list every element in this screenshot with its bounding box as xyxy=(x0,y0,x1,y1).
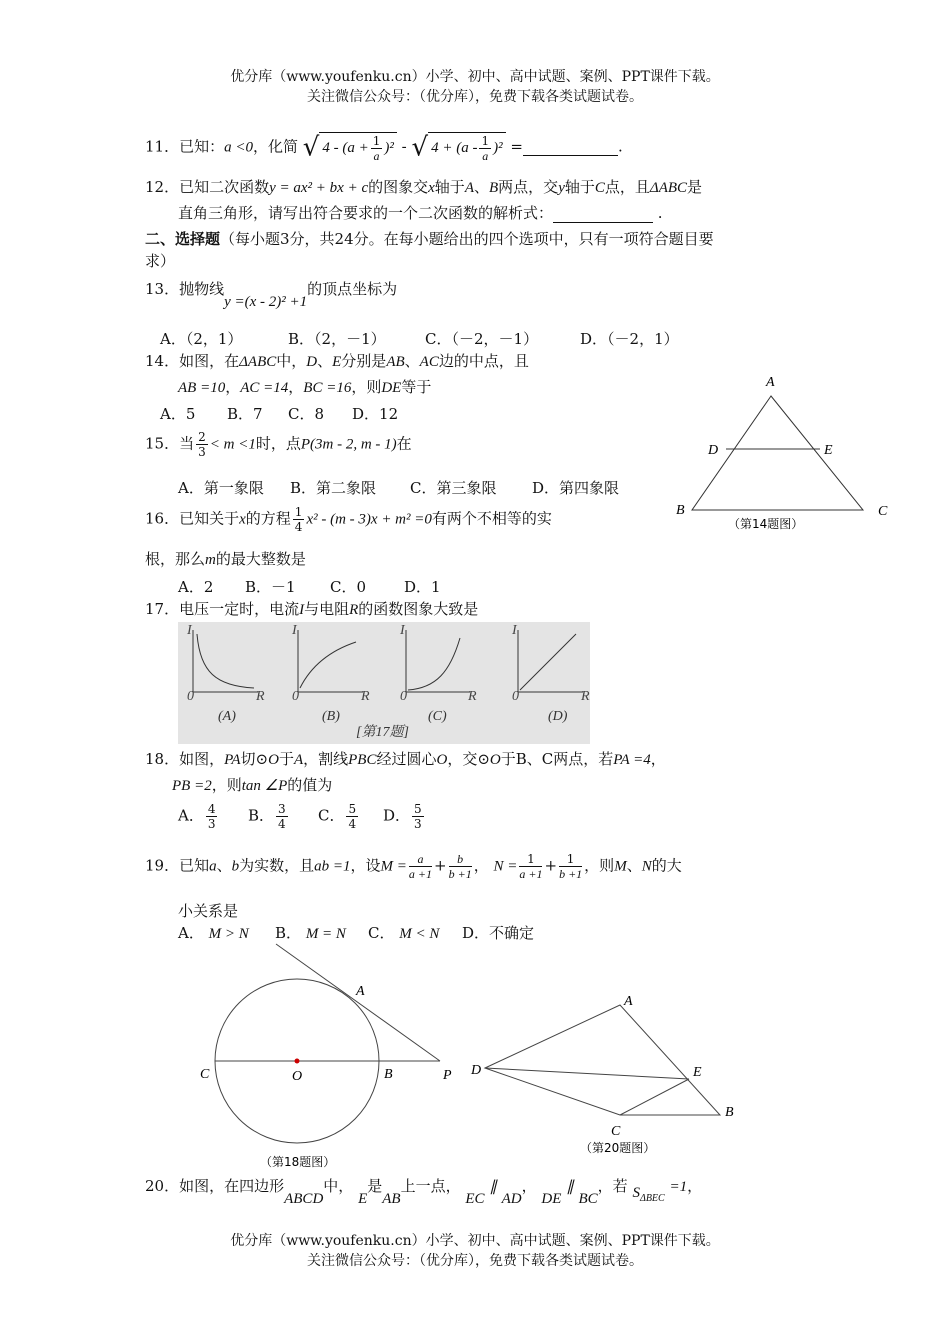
q13-option-b[interactable]: B．（2，－1） xyxy=(288,330,386,348)
question-18: 18．如图，PA切⊙O于A，割线PBC经过圆心O，交⊙O于B、C两点，若PA =4， xyxy=(145,750,666,768)
graph-a-axis-r: R xyxy=(256,689,265,704)
label-e: E xyxy=(693,1065,702,1080)
q19-option-d[interactable]: D．不确定 xyxy=(462,924,535,942)
figure-17-caption: [第17题] xyxy=(356,725,409,740)
label-d: D xyxy=(471,1063,482,1078)
q19-option-b[interactable]: B． M = N xyxy=(275,924,346,942)
graph-d-origin: 0 xyxy=(512,689,519,704)
segment-ec xyxy=(620,1079,689,1115)
figure-14-triangle xyxy=(668,372,898,538)
graph-c-axis-i: I xyxy=(400,623,405,638)
question-15: 15．当 $\frac{2}{3}$ < m <1时，点P(3m - 2, m - 1)在 xyxy=(145,430,412,459)
q13-option-c[interactable]: C．（－2，－1） xyxy=(425,330,539,348)
section-2-heading: 二、选择题（每小题3分，共24分。在每小题给出的四个选项中，只有一项符合题目要 xyxy=(145,230,714,248)
label-c: C xyxy=(200,1067,210,1082)
tangent-pa xyxy=(276,944,440,1061)
question-14-line2: AB =10，AC =14，BC =16，则DE等于 xyxy=(178,378,432,396)
q18-option-b[interactable]: B． $\frac{3}{4}$ xyxy=(248,802,286,831)
question-18-line2: PB =2，则tan ∠P的值为 xyxy=(172,776,333,794)
question-16: 16．已知关于x的方程 $\frac{1}{4}$ x² - (m - 3)x + m² =0有两个不相等的实 xyxy=(145,505,552,534)
question-19: 19．已知a、b为实数，且ab =1，设M = $\frac{a}{a +1}$ + $\frac{b}{b +1}$ ， N = $\frac{1}{a +1}$ + $\frac{1}{b +1}$ ，则M、N的大 xyxy=(145,852,682,881)
figure-18-caption: （第18题图） xyxy=(260,1155,336,1169)
graph-c-label[interactable]: (C) xyxy=(428,709,447,724)
header-line-2: 关注微信公众号：（优分库），免费下载各类试题试卷。 xyxy=(307,89,643,105)
question-11: 11．已知：a <0，化简 √ 4 - (a + $\frac{1}{a}$ )² - √ 4 + (a - $\frac{1}{a}$ )² = . xyxy=(145,132,623,163)
q15-option-d[interactable]: D．第四象限 xyxy=(532,479,620,497)
question-14: 14．如图，在ΔABC中，D、E分别是AB、AC边的中点，且 xyxy=(145,352,529,370)
figure-20-quadrilateral xyxy=(465,985,755,1160)
q16-option-a[interactable]: A．2 xyxy=(178,578,214,596)
label-a: A xyxy=(766,375,775,390)
footer-line-2: 关注微信公众号：（优分库），免费下载各类试题试卷。 xyxy=(307,1253,643,1269)
q19-option-c[interactable]: C． M < N xyxy=(368,924,440,942)
graph-b-label[interactable]: (B) xyxy=(322,709,340,724)
q15-option-b[interactable]: B．第二象限 xyxy=(290,479,377,497)
q13-option-d[interactable]: D．（－2，1） xyxy=(580,330,679,348)
answer-blank[interactable] xyxy=(553,204,653,223)
question-20: 20．如图，在四边形ABCD中， E是AB上一点， EC ∥ AD， DE ∥ BC，若 $S_{\Delta BEC} =1$， xyxy=(145,1177,703,1207)
question-12: 12．已知二次函数y = ax² + bx + c的图象交x轴于A、B两点，交y轴于C点，且ΔABC是 xyxy=(145,178,703,196)
center-point xyxy=(295,1059,300,1064)
graph-a-label[interactable]: (A) xyxy=(218,709,236,724)
q13-option-a[interactable]: A．（2，1） xyxy=(160,330,243,348)
q19-option-a[interactable]: A． M > N xyxy=(178,924,249,942)
label-c: C xyxy=(878,504,888,519)
graph-c-origin: 0 xyxy=(400,689,407,704)
label-p: P xyxy=(443,1068,452,1083)
footer-line-1: 优分库（www.youfenku.cn）小学、初中、高中试题、案例、PPT课件下载。 xyxy=(230,1233,720,1249)
question-19-line2: 小关系是 xyxy=(178,902,239,920)
label-b: B xyxy=(384,1067,393,1082)
graph-d-axis-i: I xyxy=(512,623,517,638)
q18-option-a[interactable]: A． $\frac{4}{3}$ xyxy=(178,802,216,831)
label-o: O xyxy=(292,1069,303,1084)
figure-14-caption: （第14题图） xyxy=(728,517,804,531)
graph-d-axis-r: R xyxy=(581,689,590,704)
answer-blank[interactable] xyxy=(523,137,618,156)
q16-option-d[interactable]: D．1 xyxy=(404,578,441,596)
header-line-1: 优分库（www.youfenku.cn）小学、初中、高中试题、案例、PPT课件下载。 xyxy=(230,69,720,85)
q14-option-d[interactable]: D．12 xyxy=(352,405,399,423)
label-c: C xyxy=(611,1124,621,1139)
graph-b-origin: 0 xyxy=(292,689,299,704)
graph-b-axis-r: R xyxy=(361,689,370,704)
question-17: 17．电压一定时，电流I与电阻R的函数图象大致是 xyxy=(145,600,479,618)
question-13: 13．抛物线y =(x - 2)² +1的顶点坐标为 xyxy=(145,280,398,310)
quad-abcd xyxy=(485,1005,720,1115)
segment-de xyxy=(485,1068,689,1079)
figure-18-circle xyxy=(190,940,470,1170)
q14-option-b[interactable]: B．7 xyxy=(227,405,263,423)
graph-d-label[interactable]: (D) xyxy=(548,709,568,724)
graph-b-axis-i: I xyxy=(292,623,297,638)
graph-a-origin: 0 xyxy=(187,689,194,704)
label-e: E xyxy=(824,443,833,458)
q16-option-b[interactable]: B．－1 xyxy=(245,578,296,596)
figure-17-graphs xyxy=(178,622,590,744)
q15-option-c[interactable]: C．第三象限 xyxy=(410,479,497,497)
label-b: B xyxy=(676,503,685,518)
q14-option-a[interactable]: A．5 xyxy=(160,405,196,423)
section-2-desc-2: 求） xyxy=(145,252,176,270)
figure-20-caption: （第20题图） xyxy=(580,1141,656,1155)
q18-option-c[interactable]: C． $\frac{5}{4}$ xyxy=(318,802,357,831)
q18-option-d[interactable]: D． $\frac{5}{3}$ xyxy=(383,802,422,831)
q16-option-c[interactable]: C．0 xyxy=(330,578,367,596)
graph-a-axis-i: I xyxy=(187,623,192,638)
question-12-line2: 直角三角形，请写出符合要求的一个二次函数的解析式： . xyxy=(178,204,663,222)
label-a: A xyxy=(356,984,365,999)
graph-c-axis-r: R xyxy=(468,689,477,704)
question-16-line2: 根，那么m的最大整数是 xyxy=(145,550,306,568)
q15-option-a[interactable]: A．第一象限 xyxy=(178,479,264,497)
q14-option-c[interactable]: C．8 xyxy=(288,405,325,423)
label-b: B xyxy=(725,1105,734,1120)
label-a: A xyxy=(624,994,633,1009)
label-d: D xyxy=(708,443,719,458)
